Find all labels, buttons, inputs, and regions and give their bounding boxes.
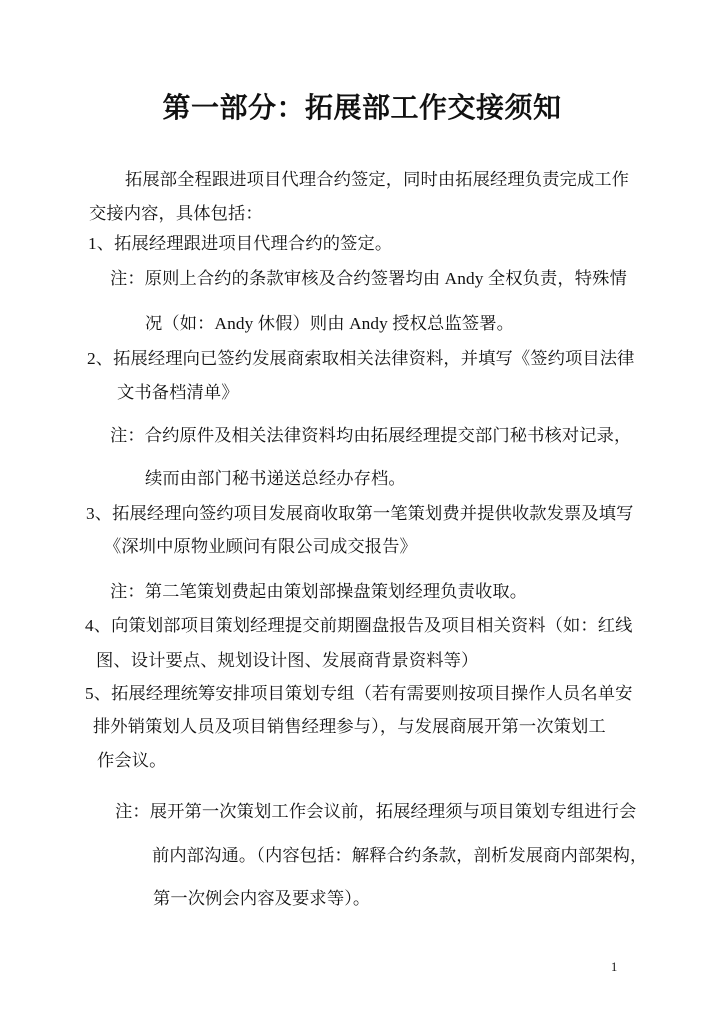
doc-line-item-5: 5、拓展经理统筹安排项目策划专组（若有需要则按项目操作人员名单安: [85, 684, 633, 703]
doc-line-note: 前内部沟通。（内容包括：解释合约条款，剖析发展商内部架构，: [152, 846, 648, 865]
doc-line-note: 况（如：Andy 休假）则由 Andy 授权总监签署。: [145, 314, 514, 333]
doc-line-item-4: 4、向策划部项目策划经理提交前期圈盘报告及项目相关资料（如：红线: [85, 616, 633, 635]
doc-line: 《深圳中原物业顾问有限公司成交报告》: [104, 537, 417, 556]
page-number: 1: [611, 960, 618, 974]
doc-line: 交接内容，具体包括：: [89, 204, 263, 223]
doc-line-note: 第一次例会内容及要求等）。: [153, 889, 371, 908]
doc-line-note: 注：第二笔策划费起由策划部操盘策划经理负责收取。: [110, 582, 528, 601]
doc-line: 文书备档清单》: [117, 383, 239, 402]
doc-line-note: 注：原则上合约的条款审核及合约签署均由 Andy 全权负责，特殊情: [110, 269, 627, 288]
doc-line: 图、设计要点、规划设计图、发展商背景资料等）: [96, 651, 479, 670]
document-title: 第一部分：拓展部工作交接须知: [162, 93, 562, 124]
doc-line: 作会议。: [97, 751, 167, 770]
doc-line-item-3: 3、拓展经理向签约项目发展商收取第一笔策划费并提供收款发票及填写: [86, 504, 634, 523]
doc-line-note: 注：展开第一次策划工作会议前，拓展经理须与项目策划专组进行会: [115, 802, 637, 821]
doc-line-item-1: 1、拓展经理跟进项目代理合约的签定。: [88, 234, 393, 253]
doc-line: 排外销策划人员及项目销售经理参与），与发展商展开第一次策划工: [93, 717, 606, 736]
doc-line-note: 续而由部门秘书递送总经办存档。: [145, 469, 406, 488]
doc-line: 拓展部全程跟进项目代理合约签定，同时由拓展经理负责完成工作: [125, 170, 630, 189]
doc-line-item-2: 2、拓展经理向已签约发展商索取相关法律资料，并填写《签约项目法律: [87, 349, 635, 368]
doc-line-note: 注：合约原件及相关法律资料均由拓展经理提交部门秘书核对记录，: [110, 426, 632, 445]
